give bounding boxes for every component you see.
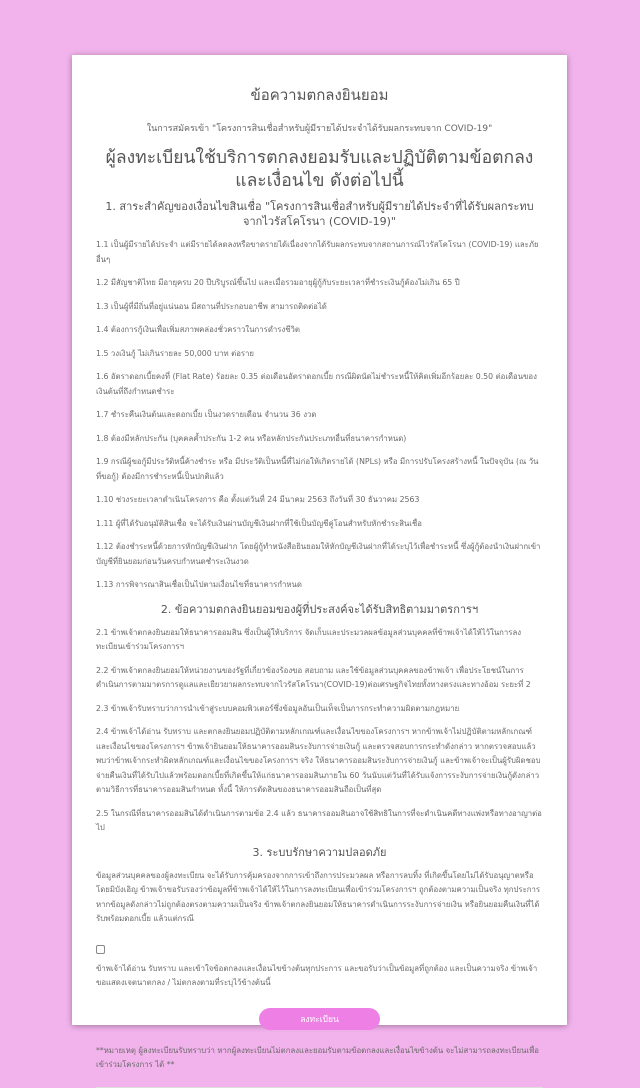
- section-1-item: 1.7 ชำระคืนเงินต้นและดอกเบี้ย เป็นงวดรายเดือน จำนวน 36 งวด: [96, 410, 317, 419]
- section-1-item: 1.12 ต้องชำระหนี้ด้วยการหักบัญชีเงินฝาก โดยผู้กู้ทำหนังสือยินยอมให้หักบัญชีเงินฝากที่ได้ระบุไว้เพื่อชำระหนี้ ซึ่งผู้กู้ต้องนำเงินฝากเข้าบัญชีที่ยินยอมก่อนวันครบกำหนดชำระเงินงวด: [96, 542, 541, 566]
- section-1-title: 1. สาระสำคัญของเงื่อนไขสินเชื่อ "โครงการสินเชื่อสำหรับผู้มีรายได้ประจำที่ได้รับผลกระทบจากไวรัสโคโรนา (COVID-19)": [105, 200, 534, 228]
- button-wrap: [96, 1007, 543, 1030]
- page-subtitle: ในการสมัครเข้า "โครงการสินเชื่อสำหรับผู้มีรายได้ประจำได้รับผลกระทบจาก COVID-19": [146, 124, 493, 134]
- section-1-item: 1.13 การพิจารณาสินเชื่อเป็นไปตามเงื่อนไขที่ธนาคารกำหนด: [96, 580, 302, 589]
- section-2-item: 2.3 ข้าพเจ้ารับทราบว่าการนำเข้าสู่ระบบคอมพิวเตอร์ซึ่งข้อมูลอันเป็นเท็จเป็นการกระทำความผิดตามกฎหมาย: [96, 703, 460, 713]
- section-1-item: 1.10 ช่วงระยะเวลาดำเนินโครงการ คือ ตั้งแต่วันที่ 24 มีนาคม 2563 ถึงวันที่ 30 ธันวาคม 2563: [96, 495, 420, 504]
- divider: [96, 1087, 543, 1088]
- section-2-item: 2.5 ในกรณีที่ธนาคารออมสินได้ดำเนินการตามข้อ 2.4 แล้ว ธนาคารออมสินอาจใช้สิทธิในการที่จะดำเนินคดีทางแพ่งหรือทางอาญาต่อไป: [96, 808, 542, 832]
- section-1: [96, 199, 543, 593]
- section-3-text: ข้อมูลส่วนบุคคลของผู้ลงทะเบียน จะได้รับการคุ้มครองจากการเข้าถึงการประมวลผล หรือการลบทิ้ง ที่เกิดขึ้นโดยไม่ได้รับอนุญาตหรือโดยมิบังเอิญ ข้าพเจ้าขอรับรองว่าข้อมูลที่ข้าพเจ้าได้ให้ไว้ในการลงทะเบียนเพื่อเข้าร่วมโครงการฯ ถูกต้องตามความเป็นจริง ทุกประการ หากข้อมูลดังกล่าวไม่ถูกต้องตรงตามความเป็นจริง ข้าพเจ้าตกลงยินยอมให้ธนาคารดำเนินการระงับการจ่ายเงิน หรือยินยอมคืนเงินที่ได้รับพร้อมดอกเบี้ย แล้วแต่กรณี: [96, 870, 541, 923]
- section-2: [96, 602, 543, 836]
- section-2-title: 2. ข้อความตกลงยินยอมของผู้ที่ประสงค์จะได้รับสิทธิตามมาตรการฯ: [160, 602, 479, 616]
- section-2-item: 2.2 ข้าพเจ้าตกลงยินยอมให้หน่วยงานของรัฐที่เกี่ยวข้องร้องขอ สอบถาม และใช้ข้อมูลส่วนบุคคลของข้าพเจ้า เพื่อประโยชน์ในการดำเนินการตามมาตรการดูแลและเยียวยาผลกระทบจากไวรัสโคโรนา(COVID-19)ต่อเศรษฐกิจไทยทั้งทางตรงและทางอ้อม ระยะที่ 2: [96, 665, 531, 689]
- section-1-item: 1.5 วงเงินกู้ ไม่เกินรายละ 50,000 บาท ต่อราย: [96, 348, 255, 358]
- section-1-item: 1.11 ผู้ที่ได้รับอนุมัติสินเชื่อ จะได้รับเงินผ่านบัญชีเงินฝากที่ใช้เป็นบัญชีคู่โอนสำหรับหักชำระสินเชื่อ: [96, 518, 422, 528]
- page-title: ข้อความตกลงยินยอม: [250, 86, 389, 104]
- register-button[interactable]: ลงทะเบียน: [259, 1008, 380, 1030]
- footnote: **หมายเหตุ ผู้ลงทะเบียนรับทราบว่า หากผู้ลงทะเบียนไม่ตกลงและยอมรับตามข้อตกลงและเงื่อนไขข้างต้น จะไม่สามารถลงทะเบียนเพื่อเข้าร่วมโครงการ ได้ **: [96, 1045, 539, 1069]
- agreement-row: [96, 943, 543, 991]
- section-1-item: 1.8 ต้องมีหลักประกัน (บุคคลค้ำประกัน 1-2 คน หรือหลักประกันประเภทอื่นที่ธนาคารกำหนด): [96, 433, 407, 443]
- section-3-title: 3. ระบบรักษาความปลอดภัย: [252, 845, 387, 859]
- section-1-item: 1.1 เป็นผู้มีรายได้ประจำ แต่มีรายได้ลดลงหรือขาดรายได้เนื่องจากได้รับผลกระทบจากสถานการณ์ไวรัสโคโรนา (COVID-19) และภัยอื่นๆ: [96, 240, 539, 264]
- section-3: [96, 845, 543, 927]
- agree-text: ข้าพเจ้าได้อ่าน รับทราบ และเข้าใจข้อตกลงและเงื่อนไขข้างต้นทุกประการ และขอรับว่าเป็นข้อมูลที่ถูกต้อง และเป็นความจริง ข้าพเจ้าขอแสดงเจตนาตกลง / ไม่ตกลงตามที่ระบุไว้ข้างต้นนี้: [96, 963, 538, 987]
- section-1-item: 1.4 ต้องการกู้เงินเพื่อเพิ่มสภาพคล่องชั่วคราวในการดำรงชีวิต: [96, 325, 300, 334]
- section-1-item: 1.3 เป็นผู้ที่มีถิ่นที่อยู่แน่นอน มีสถานที่ประกอบอาชีพ สามารถติดต่อได้: [96, 301, 327, 311]
- consent-card: [72, 55, 567, 1069]
- section-2-item: 2.1 ข้าพเจ้าตกลงยินยอมให้ธนาคารออมสิน ซึ่งเป็นผู้ให้บริการ จัดเก็บและประมวลผลข้อมูลส่วนบุคคลที่ข้าพเจ้าได้ให้ไว้ในการลงทะเบียนเข้าร่วมโครงการฯ: [96, 627, 522, 651]
- section-1-item: 1.9 กรณีผู้ขอกู้มีประวัติหนี้ค้างชำระ หรือ มีประวัติเป็นหนี้ที่ไม่ก่อให้เกิดรายได้ (NPLs) หรือ มีการปรับโครงสร้างหนี้ ในปัจจุบัน (ณ วันที่ขอกู้) ต้องมีการชำระหนี้เป็นปกติแล้ว: [96, 457, 539, 481]
- section-2-item: 2.4 ข้าพเจ้าได้อ่าน รับทราบ และตกลงยินยอมปฏิบัติตามหลักเกณฑ์และเงื่อนไขของโครงการฯ หากข้าพเจ้าไม่ปฏิบัติตามหลักเกณฑ์และเงื่อนไขของโครงการฯ ข้าพเจ้ายินยอมให้ธนาคารออมสินระงับการจ่ายเงินกู้ และตรวจสอบการกระทำดังกล่าว หากตรวจสอบแล้วพบว่าข้าพเจ้ากระทำผิดหลักเกณฑ์และเงื่อนไขของโครงการฯ จริง ให้ธนาคารออมสินระงับการจ่ายเงินกู้ และข้าพเจ้าจะเป็นผู้รับผิดชอบจ่ายคืนเงินที่ได้รับไปแล้วพร้อมดอกเบี้ยที่เกิดขึ้นให้แก่ธนาคารออมสินภายใน 60 วันนับแต่วันที่ได้รับแจ้งการระงับการจ่ายเงินกู้ดังกล่าว ตามวิธีการที่ธนาคารออมสินกำหนด ทั้งนี้ ให้การตัดสินของธนาคารออมสินถือเป็นที่สุด: [96, 727, 541, 794]
- agree-checkbox[interactable]: [96, 945, 105, 954]
- section-1-item: 1.6 อัตราดอกเบี้ยคงที่ (Flat Rate) ร้อยละ 0.35 ต่อเดือนอัตราดอกเบี้ย กรณีผิดนัดไม่ชำระหนี้ให้คิดเพิ่มอีกร้อยละ 0.50 ต่อเดือนของเงินต้นที่ถึงกำหนดชำระ: [96, 372, 537, 396]
- section-1-item: 1.2 มีสัญชาติไทย มีอายุครบ 20 ปีบริบูรณ์ขึ้นไป และเมื่อรวมอายุผู้กู้กับระยะเวลาที่ชำระเงินกู้ต้องไม่เกิน 65 ปี: [96, 278, 460, 287]
- consent-headline: ผู้ลงทะเบียนใช้บริการตกลงยอมรับและปฏิบัติตามข้อตกลงและเงื่อนไข ดังต่อไปนี้: [105, 148, 534, 191]
